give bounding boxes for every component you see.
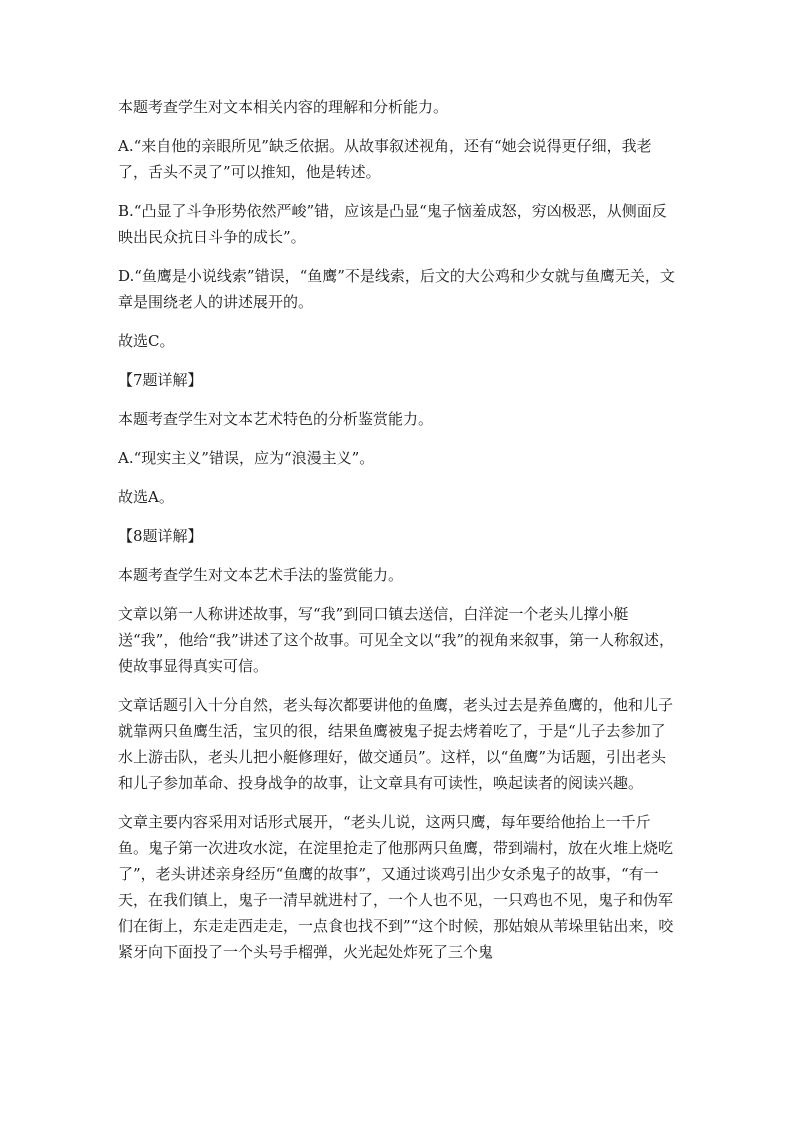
q8-point-dialogue: 文章主要内容采用对话形式展开，“老头儿说，这两只鹰，每年要给他抬上一千斤鱼。鬼子第一次进攻水淀，在淀里抢走了他那两只鱼鹰，带到端村，放在火堆上烧吃了”，老头讲述亲身经历“鱼鹰的故事”，又通过谈鸡引出少女杀鬼子的故事，“有一天，在我们镇上，鬼子一清早就进村了，一个人也不见，一只鸡也不见，鬼子和伪军们在街上，东走走西走走，一点食也找不到”“这个时候，那姑娘从苇垛里钻出来，咬紧牙向下面投了一个头号手榴弹，火光起处炸死了三个鬼	[118, 813, 674, 961]
option-d-analysis: D.“鱼鹰是小说线索”错误，“鱼鹰”不是线索，后文的大公鸡和少女就与鱼鹰无关，文章是围绕老人的讲述展开的。	[118, 267, 675, 311]
option-a-analysis: A.“来自他的亲眼所见”缺乏依据。从故事叙述视角，还有“她会说得更仔细，我老了，舌头不灵了”可以推知，他是转述。	[118, 137, 652, 181]
section-heading-q7: 【7题详解】	[118, 371, 203, 389]
answer-q7: 故选A。	[118, 488, 174, 506]
section-heading-q8: 【8题详解】	[118, 527, 203, 545]
intro-paragraph: 本题考查学生对文本相关内容的理解和分析能力。	[118, 98, 449, 116]
q7-intro: 本题考查学生对文本艺术特色的分析鉴赏能力。	[118, 410, 434, 428]
option-b-analysis: B.“凸显了斗争形势依然严峻”错，应该是凸显“鬼子恼羞成怒，穷凶极恶，从侧面反映出民众抗日斗争的成长”。	[118, 202, 667, 246]
q8-point-topic: 文章话题引入十分自然，老头每次都要讲他的鱼鹰，老头过去是养鱼鹰的，他和儿子就靠两只鱼鹰生活，宝贝的很，结果鱼鹰被鬼子捉去烤着吃了，于是“儿子去参加了水上游击队，老头儿把小艇修理好，做交通员”。这样，以“鱼鹰”为话题，引出老头和儿子参加革命、投身战争的故事，让文章具有可读性，唤起读者的阅读兴趣。	[118, 696, 674, 792]
document-body	[118, 94, 680, 977]
answer-q6: 故选C。	[118, 332, 175, 350]
q8-point-first-person: 文章以第一人称讲述故事，写“我”到同口镇去送信，白洋淀一个老头儿撑小艇送“我”，他给“我”讲述了这个故事。可见全文以“我”的视角来叙事，第一人称叙述，使故事显得真实可信。	[118, 605, 675, 675]
q7-option-a: A.“现实主义”错误，应为“浪漫主义”。	[118, 449, 375, 467]
q8-intro: 本题考查学生对文本艺术手法的鉴赏能力。	[118, 566, 404, 584]
